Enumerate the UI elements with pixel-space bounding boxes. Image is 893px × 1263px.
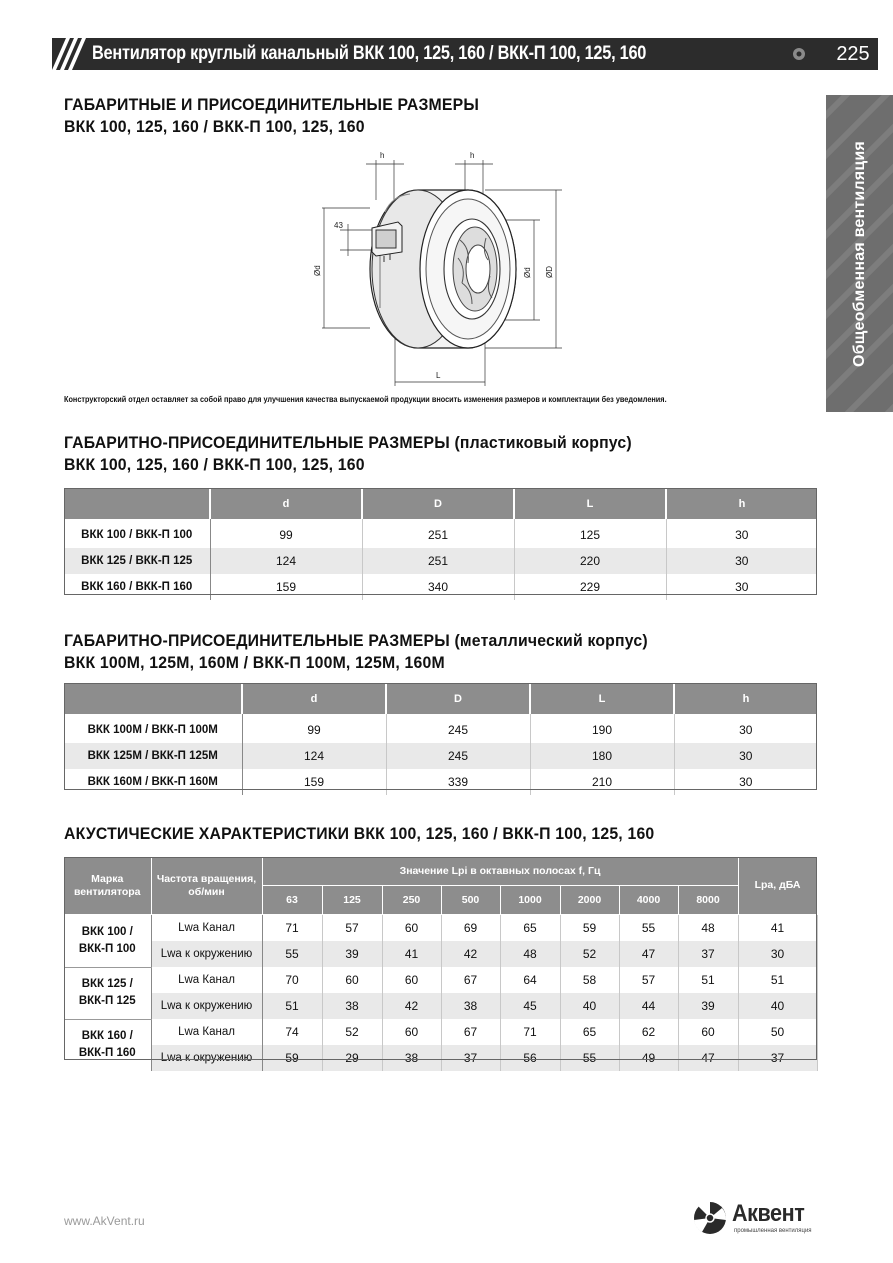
cell-d: 124	[210, 548, 362, 574]
cell-type: Lwa к окружению	[151, 941, 262, 967]
akvent-logo-subtitle: промышленная вентиляция	[734, 1228, 812, 1234]
cell-model: ВКК 125М / ВКК-П 125М	[64, 743, 242, 769]
cell-L: 229	[514, 574, 666, 600]
table-acoustic-col-group: Значение Lpi в октавных полосах f, Гц	[262, 857, 738, 886]
cell-value: 55	[560, 1045, 619, 1071]
cell-L: 210	[530, 769, 674, 795]
cell-value: 56	[500, 1045, 560, 1071]
cell-value: 67	[441, 967, 500, 993]
cell-value: 39	[322, 941, 382, 967]
table-acoustic	[64, 857, 818, 1071]
freq-250: 250	[382, 886, 441, 915]
cell-type: Lwa к окружению	[151, 1045, 262, 1071]
table-plastic-title	[64, 432, 632, 476]
cell-value: 47	[678, 1045, 738, 1071]
section-dims-title-line1: ГАБАРИТНЫЕ И ПРИСОЕДИНИТЕЛЬНЫЕ РАЗМЕРЫ	[64, 95, 480, 114]
cell-d: 99	[210, 519, 362, 548]
dim-L-label: L	[436, 371, 441, 380]
table-plastic-header-row	[64, 488, 817, 519]
table-plastic-col-h: h	[666, 488, 817, 519]
cell-value: 60	[678, 1019, 738, 1045]
cell-D: 251	[362, 519, 514, 548]
table-row	[64, 1045, 817, 1071]
table-metal-title-line2: ВКК 100М, 125М, 160М / ВКК-П 100М, 125М, 160М	[64, 653, 445, 672]
cell-value: 58	[560, 967, 619, 993]
cell-value: 55	[262, 941, 322, 967]
cell-d: 124	[242, 743, 386, 769]
cell-D: 245	[386, 714, 530, 743]
table-row	[64, 519, 817, 548]
akvent-logo-icon	[692, 1200, 728, 1236]
cell-h: 30	[674, 743, 817, 769]
cell-type: Lwa к окружению	[151, 993, 262, 1019]
cell-value: 49	[619, 1045, 678, 1071]
cell-model	[64, 967, 151, 1019]
header-fan-icon	[792, 47, 806, 61]
cell-model: ВКК 160 / ВКК-П 160	[64, 574, 210, 600]
cell-D: 340	[362, 574, 514, 600]
table-metal-col-h: h	[674, 683, 817, 714]
cell-value: 52	[560, 941, 619, 967]
cell-d: 99	[242, 714, 386, 743]
cell-L: 180	[530, 743, 674, 769]
cell-lpa: 51	[738, 967, 817, 993]
table-metal-title-note: (металлический корпус)	[454, 631, 648, 650]
table-row	[64, 915, 817, 942]
cell-D: 251	[362, 548, 514, 574]
cell-h: 30	[739, 723, 753, 737]
header-title: Вентилятор круглый канальный ВКК 100, 125, 160 / ВКК-П 100, 125, 160	[92, 43, 647, 64]
table-acoustic-col-lpa: Lpa, дБА	[738, 857, 817, 915]
dim-h-left-label: h	[380, 151, 385, 160]
table-plastic-col-L: L	[514, 488, 666, 519]
cell-d: 159	[242, 769, 386, 795]
cell-value: 71	[500, 1019, 560, 1045]
cell-h: 30	[735, 528, 749, 542]
cell-model: ВКК 100 / ВКК-П 100	[64, 519, 210, 548]
model-line1: ВКК 100 /	[81, 925, 133, 938]
cell-value: 55	[619, 915, 678, 942]
model-line1: ВКК 160 /	[81, 1030, 133, 1043]
page-header	[52, 38, 878, 70]
table-acoustic-header-row-1	[64, 857, 817, 886]
freq-8000: 8000	[678, 886, 738, 915]
dim-d-right-label: Ød	[523, 267, 532, 278]
table-plastic-col-D: D	[362, 488, 514, 519]
table-plastic-col-d: d	[210, 488, 362, 519]
cell-L: 125	[514, 519, 666, 548]
cell-value: 60	[382, 915, 441, 942]
cell-value: 38	[382, 1045, 441, 1071]
dim-h-right-label: h	[470, 151, 475, 160]
cell-value: 37	[441, 1045, 500, 1071]
table-plastic	[64, 488, 817, 600]
cell-d: 159	[210, 574, 362, 600]
cell-lpa: 30	[738, 941, 817, 967]
table-row	[64, 714, 817, 743]
cell-type: Lwa Канал	[151, 915, 262, 942]
cell-value: 71	[262, 915, 322, 942]
dim-D-label: ØD	[545, 266, 554, 278]
section-dims-title-line2: ВКК 100, 125, 160 / ВКК-П 100, 125, 160	[64, 117, 365, 136]
cell-value: 38	[322, 993, 382, 1019]
cell-value: 48	[678, 915, 738, 942]
cell-lpa: 40	[738, 993, 817, 1019]
table-metal-col-D: D	[386, 683, 530, 714]
cell-D: 245	[386, 743, 530, 769]
table-plastic-col-model	[64, 488, 210, 519]
table-metal-col-model	[64, 683, 242, 714]
cell-value: 59	[560, 915, 619, 942]
cell-type: Lwa Канал	[151, 1019, 262, 1045]
cell-model	[64, 1019, 151, 1071]
footer-url: www.AkVent.ru	[64, 1214, 145, 1228]
table-row	[64, 574, 817, 600]
cell-model: ВКК 100М / ВКК-П 100М	[64, 714, 242, 743]
cell-lpa: 37	[738, 1045, 817, 1071]
model-line1: ВКК 125 /	[81, 978, 133, 990]
table-row	[64, 743, 817, 769]
model-line2: ВКК-П 125	[78, 995, 136, 1007]
cell-model: ВКК 125 / ВКК-П 125	[64, 548, 210, 574]
table-metal-header-row	[64, 683, 817, 714]
cell-value: 45	[500, 993, 560, 1019]
freq-2000: 2000	[560, 886, 619, 915]
cell-value: 52	[322, 1019, 382, 1045]
table-acoustic-title: АКУСТИЧЕСКИЕ ХАРАКТЕРИСТИКИ ВКК 100, 125, 160 / ВКК-П 100, 125, 160	[64, 824, 655, 843]
section-dims-title	[64, 94, 479, 138]
cell-value: 57	[619, 967, 678, 993]
cell-value: 69	[441, 915, 500, 942]
cell-value: 48	[500, 941, 560, 967]
cell-h: 30	[666, 548, 817, 574]
table-row	[64, 548, 817, 574]
cell-value: 51	[678, 967, 738, 993]
table-metal	[64, 683, 817, 795]
cell-value: 65	[560, 1019, 619, 1045]
cell-value: 60	[382, 1019, 441, 1045]
table-acoustic-col-speed: Частота вращения, об/мин	[151, 857, 262, 915]
cell-lpa: 50	[738, 1019, 817, 1045]
side-tab-label: Общеобменная вентиляция	[850, 140, 868, 367]
cell-value: 38	[441, 993, 500, 1019]
akvent-logo	[692, 1198, 822, 1238]
cell-D: 339	[386, 769, 530, 795]
page-number: 225	[836, 43, 870, 65]
cell-lpa: 41	[738, 915, 817, 942]
cell-value: 29	[322, 1045, 382, 1071]
cell-value: 57	[322, 915, 382, 942]
dim-d-left-label: Ød	[313, 265, 322, 276]
cell-model	[64, 915, 151, 968]
cell-L: 220	[514, 548, 666, 574]
model-line2: ВКК-П 160	[78, 1047, 136, 1060]
cell-value: 74	[262, 1019, 322, 1045]
table-plastic-title-bold: ГАБАРИТНО-ПРИСОЕДИНИТЕЛЬНЫЕ РАЗМЕРЫ	[64, 433, 450, 452]
cell-value: 44	[619, 993, 678, 1019]
table-row	[64, 993, 817, 1019]
cell-value: 40	[560, 993, 619, 1019]
side-tab	[826, 95, 893, 412]
cell-value: 59	[262, 1045, 322, 1071]
akvent-logo-name: Аквент	[732, 1200, 805, 1227]
freq-500: 500	[441, 886, 500, 915]
cell-value: 39	[678, 993, 738, 1019]
cell-value: 37	[678, 941, 738, 967]
cell-value: 65	[500, 915, 560, 942]
table-row	[64, 769, 817, 795]
table-row	[64, 1019, 817, 1045]
table-row	[64, 967, 817, 993]
table-metal-col-d: d	[242, 683, 386, 714]
table-acoustic-col-model: Марка вентилятора	[64, 857, 151, 915]
table-row	[64, 941, 817, 967]
cell-h: 30	[739, 775, 753, 789]
cell-value: 64	[500, 967, 560, 993]
cell-value: 41	[382, 941, 441, 967]
dim-43-label: 43	[334, 221, 343, 230]
cell-L: 190	[530, 714, 674, 743]
model-line2: ВКК-П 100	[78, 942, 136, 955]
cell-value: 42	[382, 993, 441, 1019]
cell-value: 47	[619, 941, 678, 967]
freq-1000: 1000	[500, 886, 560, 915]
freq-125: 125	[322, 886, 382, 915]
disclaimer-note: Конструкторский отдел оставляет за собой право для улучшения качества выпускаемой продукции вносить изменения размеров и комплектации без уведомления.	[64, 394, 667, 404]
table-metal-title	[64, 630, 648, 674]
header-stripes-decoration	[52, 38, 88, 70]
table-metal-title-bold: ГАБАРИТНО-ПРИСОЕДИНИТЕЛЬНЫЕ РАЗМЕРЫ	[64, 631, 450, 650]
cell-value: 70	[262, 967, 322, 993]
freq-63: 63	[262, 886, 322, 915]
cell-value: 62	[619, 1019, 678, 1045]
cell-value: 60	[382, 967, 441, 993]
cell-h: 30	[735, 580, 749, 594]
freq-4000: 4000	[619, 886, 678, 915]
fan-dimension-drawing	[300, 148, 570, 390]
table-acoustic-body	[64, 915, 817, 1072]
cell-value: 51	[262, 993, 322, 1019]
cell-type: Lwa Канал	[151, 967, 262, 993]
table-metal-col-L: L	[530, 683, 674, 714]
table-plastic-title-note: (пластиковый корпус)	[454, 433, 632, 452]
cell-value: 60	[322, 967, 382, 993]
cell-value: 67	[441, 1019, 500, 1045]
cell-model: ВКК 160М / ВКК-П 160М	[64, 769, 242, 795]
cell-value: 42	[441, 941, 500, 967]
table-plastic-title-line2: ВКК 100, 125, 160 / ВКК-П 100, 125, 160	[64, 455, 365, 474]
